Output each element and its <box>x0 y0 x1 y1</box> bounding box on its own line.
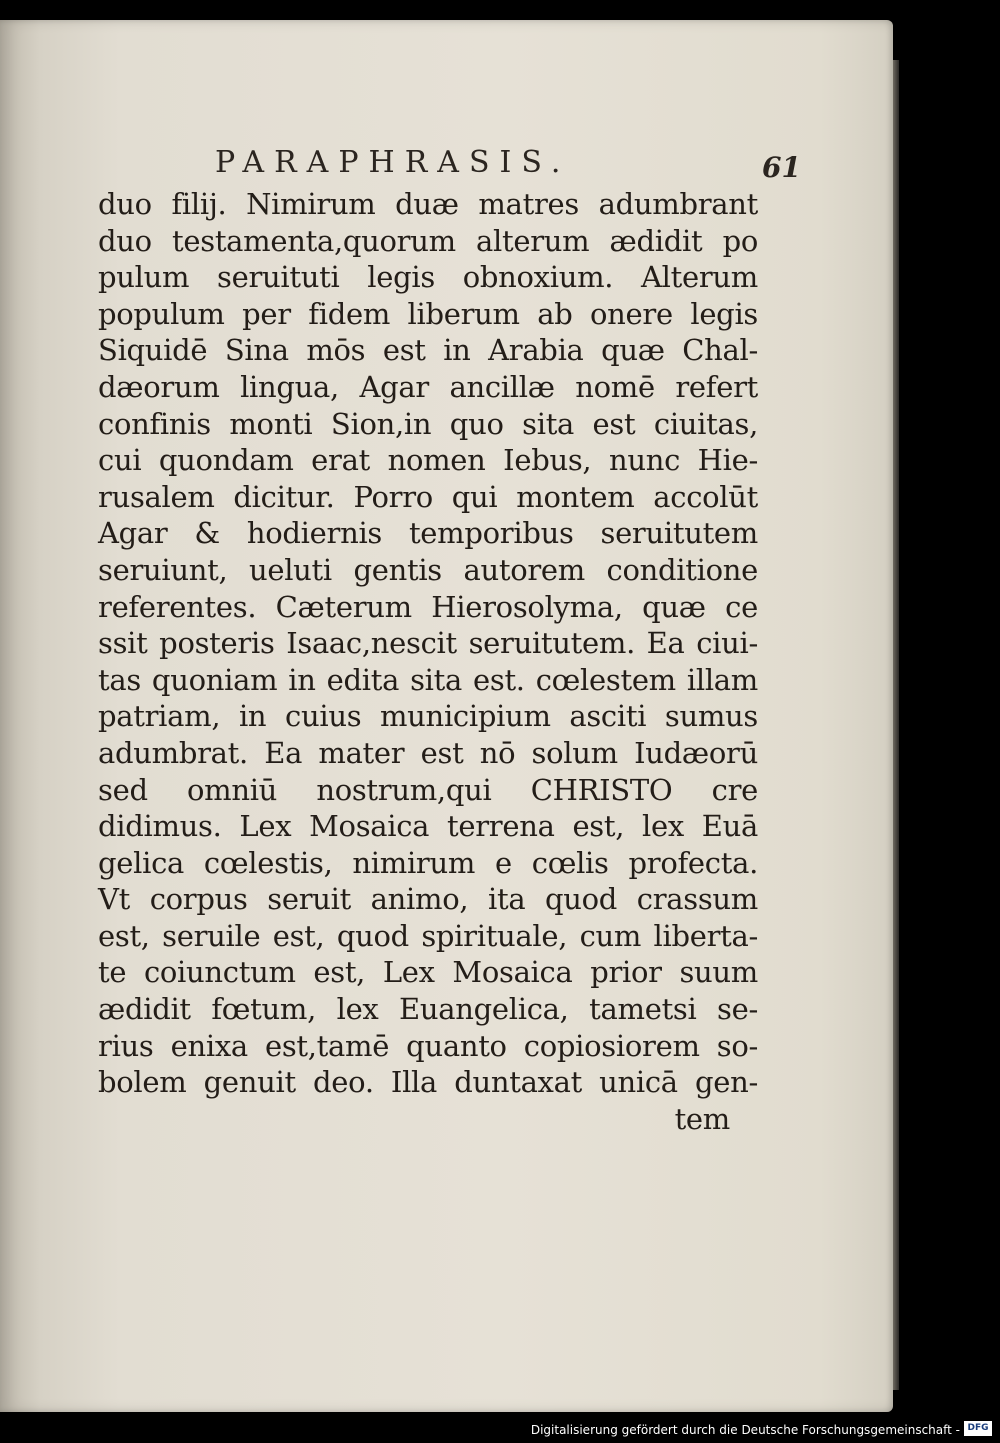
text-line: dæorum lingua, Agar ancillæ nomē refert <box>98 369 758 404</box>
dfg-logo-icon: DFG <box>964 1421 992 1436</box>
text-line: ædidit fœtum, lex Euangelica, tametsi se- <box>98 992 758 1027</box>
folio-number: 61 <box>762 151 801 184</box>
text-line: Vt corpus seruit animo, ita quod crassum <box>98 882 758 917</box>
book-page <box>0 20 893 1412</box>
text-line: confinis monti Sion,in quo sita est ciuitas, <box>98 406 758 441</box>
running-head: PARAPHRASIS. <box>215 145 571 180</box>
footer-bar <box>0 1415 1000 1443</box>
text-line: patriam, in cuius municipium asciti sumus <box>98 699 758 734</box>
text-line: didimus. Lex Mosaica terrena est, lex Euā <box>98 809 758 844</box>
text-line: rusalem dicitur. Porro qui montem accolūt <box>98 479 758 514</box>
text-line: Siquidē Sina mōs est in Arabia quæ Chal- <box>98 333 758 368</box>
text-line: populum per fidem liberum ab onere legis <box>98 296 758 331</box>
text-line: cui quondam erat nomen Iebus, nunc Hie- <box>98 443 758 478</box>
text-line: referentes. Cæterum Hierosolyma, quæ ce <box>98 589 758 624</box>
text-line: duo testamenta,quorum alterum ædidit po <box>98 223 758 258</box>
text-line: bolem genuit deo. Illa duntaxat unicā gen- <box>98 1065 758 1100</box>
text-line: pulum seruituti legis obnoxium. Alterum <box>98 260 758 295</box>
text-line: tas quoniam in edita sita est. cœlestem illam <box>98 662 758 697</box>
text-line: est, seruile est, quod spirituale, cum liberta- <box>98 918 758 953</box>
text-line: adumbrat. Ea mater est nō solum Iudæorū <box>98 735 758 770</box>
text-line: te coiunctum est, Lex Mosaica prior suum <box>98 955 758 990</box>
body-text <box>98 186 758 1137</box>
text-line: Agar & hodiernis temporibus seruitutem <box>98 516 758 551</box>
text-line: gelica cœlestis, nimirum e cœlis profecta. <box>98 845 758 880</box>
catchword: tem <box>674 1101 730 1136</box>
text-line: rius enixa est,tamē quanto copiosiorem so- <box>98 1028 758 1063</box>
text-line: ssit posteris Isaac,nescit seruitutem. Ea ciui- <box>98 626 758 661</box>
text-line: seruiunt, ueluti gentis autorem conditione <box>98 552 758 587</box>
text-line: duo filij. Nimirum duæ matres adumbrant <box>98 187 758 221</box>
page-header <box>0 125 893 185</box>
page-edge <box>893 60 899 1390</box>
text-line: sed omniū nostrum,qui CHRISTO cre <box>98 772 758 807</box>
funding-credit: Digitalisierung gefördert durch die Deutsche Forschungsgemeinschaft - <box>530 1423 960 1437</box>
